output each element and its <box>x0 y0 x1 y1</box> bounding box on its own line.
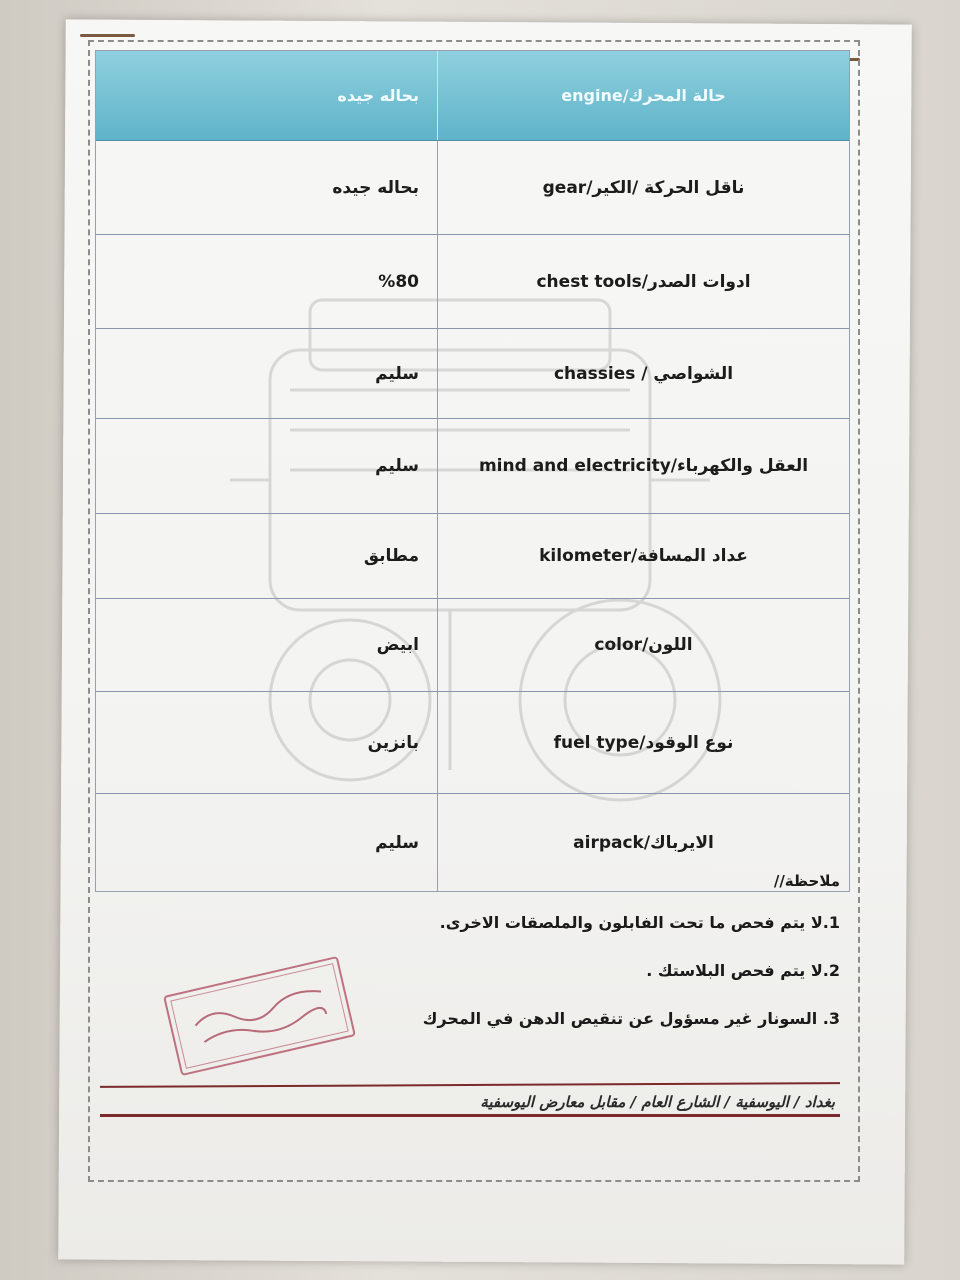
inspection-table <box>95 50 850 892</box>
table-row <box>96 514 849 599</box>
row-label: اللون/color <box>437 599 849 691</box>
row-value: سليم <box>375 363 419 384</box>
note-item: 1.لا يتم فحص ما تحت الفابلون والملصقات الاخرى. <box>439 913 840 932</box>
header-value: بحاله جيده <box>337 86 419 105</box>
note-item: 2.لا يتم فحص البلاستك . <box>646 961 840 980</box>
row-label: ناقل الحركة /الكير/gear <box>437 141 849 234</box>
table-row <box>96 329 849 419</box>
stamp-scribble <box>181 975 338 1057</box>
table-row <box>96 235 849 329</box>
row-value: بانزين <box>367 732 419 753</box>
notes-title: ملاحظة// <box>773 872 840 890</box>
row-label: نوع الوقود/fuel type <box>437 692 849 793</box>
row-label: الايرباك/airpack <box>437 794 849 891</box>
table-row <box>96 419 849 514</box>
row-value: بحاله جيده <box>332 177 419 198</box>
row-value: سليم <box>375 832 419 853</box>
table-row <box>96 692 849 794</box>
row-label: العقل والكهرباء/mind and electricity <box>437 419 849 513</box>
row-value: مطابق <box>363 546 419 566</box>
row-value: سليم <box>375 456 419 476</box>
row-label: الشواصي / chassies <box>437 329 849 418</box>
header-label: حالة المحرك/engine <box>437 51 849 140</box>
footer-divider-bottom <box>100 1114 840 1117</box>
staple-top-left <box>80 34 135 37</box>
table-row <box>96 141 849 235</box>
row-value: ابيض <box>376 635 419 655</box>
table-header-row <box>96 51 849 141</box>
row-label: ادوات الصدر/chest tools <box>437 235 849 328</box>
row-value: %80 <box>378 271 419 292</box>
row-label: عداد المسافة/kilometer <box>437 514 849 598</box>
note-item: 3. السونار غير مسؤول عن تنقيص الدهن في المحرك <box>422 1009 840 1028</box>
footer-address: بغداد / اليوسفية / الشارع العام / مقابل معارض اليوسفية <box>480 1093 835 1111</box>
table-row <box>96 599 849 692</box>
